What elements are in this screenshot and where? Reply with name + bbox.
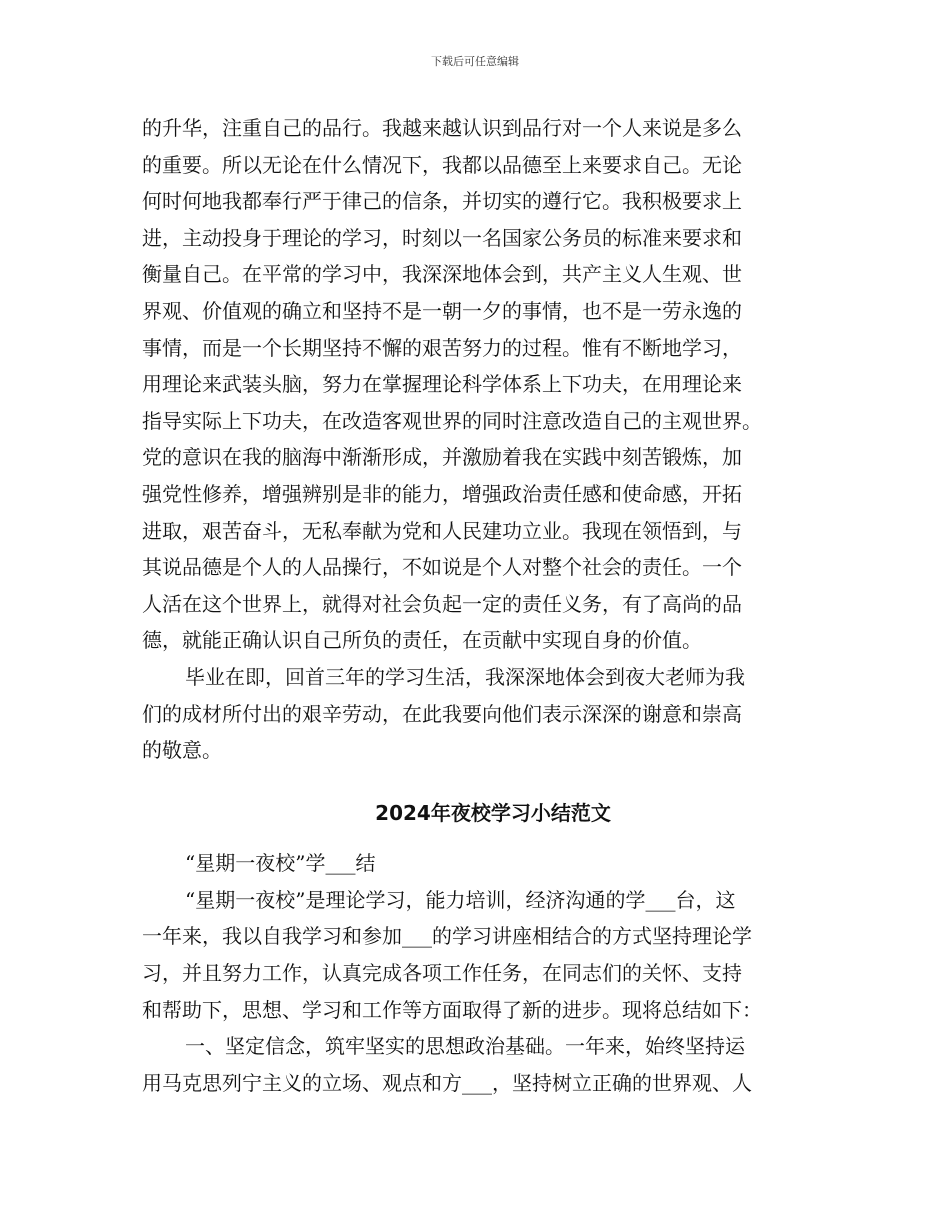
text-line: 一年来，我以自我学习和参加___的学习讲座相结合的方式坚持理论学 (142, 924, 752, 949)
text-line: 的升华，注重自己的品行。我越来越认识到品行对一个人来说是多么 (142, 116, 742, 140)
paragraph-character (142, 110, 822, 659)
text-line: 何时何地我都奉行严于律己的信条，并切实的遵行它。我积极要求上 (142, 189, 742, 214)
text-line: 德，就能正确认识自己所负的责任，在贡献中实现自身的价值。 (142, 628, 702, 653)
section-subtitle: “星期一夜校”学___结 (185, 851, 376, 876)
text-line: 们的成材所付出的艰辛劳动，在此我要向他们表示深深的谢意和崇高 (142, 701, 742, 726)
text-line: 用理论来武装头脑，努力在掌握理论科学体系上下功夫，在用理论来 (142, 372, 742, 397)
text-line: 党的意识在我的脑海中渐渐形成，并激励着我在实践中刻苦锻炼，加 (142, 445, 742, 470)
paragraph-graduation (142, 659, 822, 769)
document-body (142, 110, 822, 1101)
page-header: 下载后可任意编辑 (431, 55, 519, 68)
text-line: 界观、价值观的确立和坚持不是一朝一夕的事情，也不是一劳永逸的 (142, 298, 742, 323)
text-line: 其说品德是个人的人品操行，不如说是个人对整个社会的责任。一个 (142, 555, 742, 580)
text-line: 事情，而是一个长期坚持不懈的艰苦努力的过程。惟有不断地学习， (142, 335, 742, 360)
section-title: 2024年夜校学习小结范文 (375, 800, 611, 825)
text-line: 一、坚定信念，筑牢坚实的思想政治基础。一年来，始终坚持运 (185, 1034, 745, 1059)
text-line: 和帮助下，思想、学习和工作等方面取得了新的进步。现将总结如下： (142, 997, 762, 1022)
text-line: 衡量自己。在平常的学习中，我深深地体会到，共产主义人生观、世 (142, 262, 742, 287)
text-line: 人活在这个世界上，就得对社会负起一定的责任义务，有了高尚的品 (142, 591, 742, 616)
text-line: 的敬意。 (142, 738, 222, 763)
text-line: 用马克思列宁主义的立场、观点和方___，坚持树立正确的世界观、人 (142, 1070, 752, 1095)
paragraph-intro (142, 882, 822, 1028)
text-line: 指导实际上下功夫，在改造客观世界的同时注意改造自己的主观世界。 (142, 408, 762, 433)
text-line: 进取，艰苦奋斗，无私奉献为党和人民建功立业。我现在领悟到，与 (142, 518, 742, 543)
text-line: 习，并且努力工作，认真完成各项工作任务，在同志们的关怀、支持 (142, 961, 742, 986)
text-line: 强党性修养，增强辨别是非的能力，增强政治责任感和使命感，开拓 (142, 481, 742, 506)
text-line: 的重要。所以无论在什么情况下，我都以品德至上来要求自己。无论 (142, 152, 742, 177)
text-line: 毕业在即，回首三年的学习生活，我深深地体会到夜大老师为我 (185, 664, 745, 689)
text-line: 进，主动投身于理论的学习，时刻以一名国家公务员的标准来要求和 (142, 225, 742, 250)
text-line: “星期一夜校”是理论学习，能力培训，经济沟通的学___台，这 (185, 887, 736, 912)
paragraph-point-one (142, 1028, 822, 1101)
